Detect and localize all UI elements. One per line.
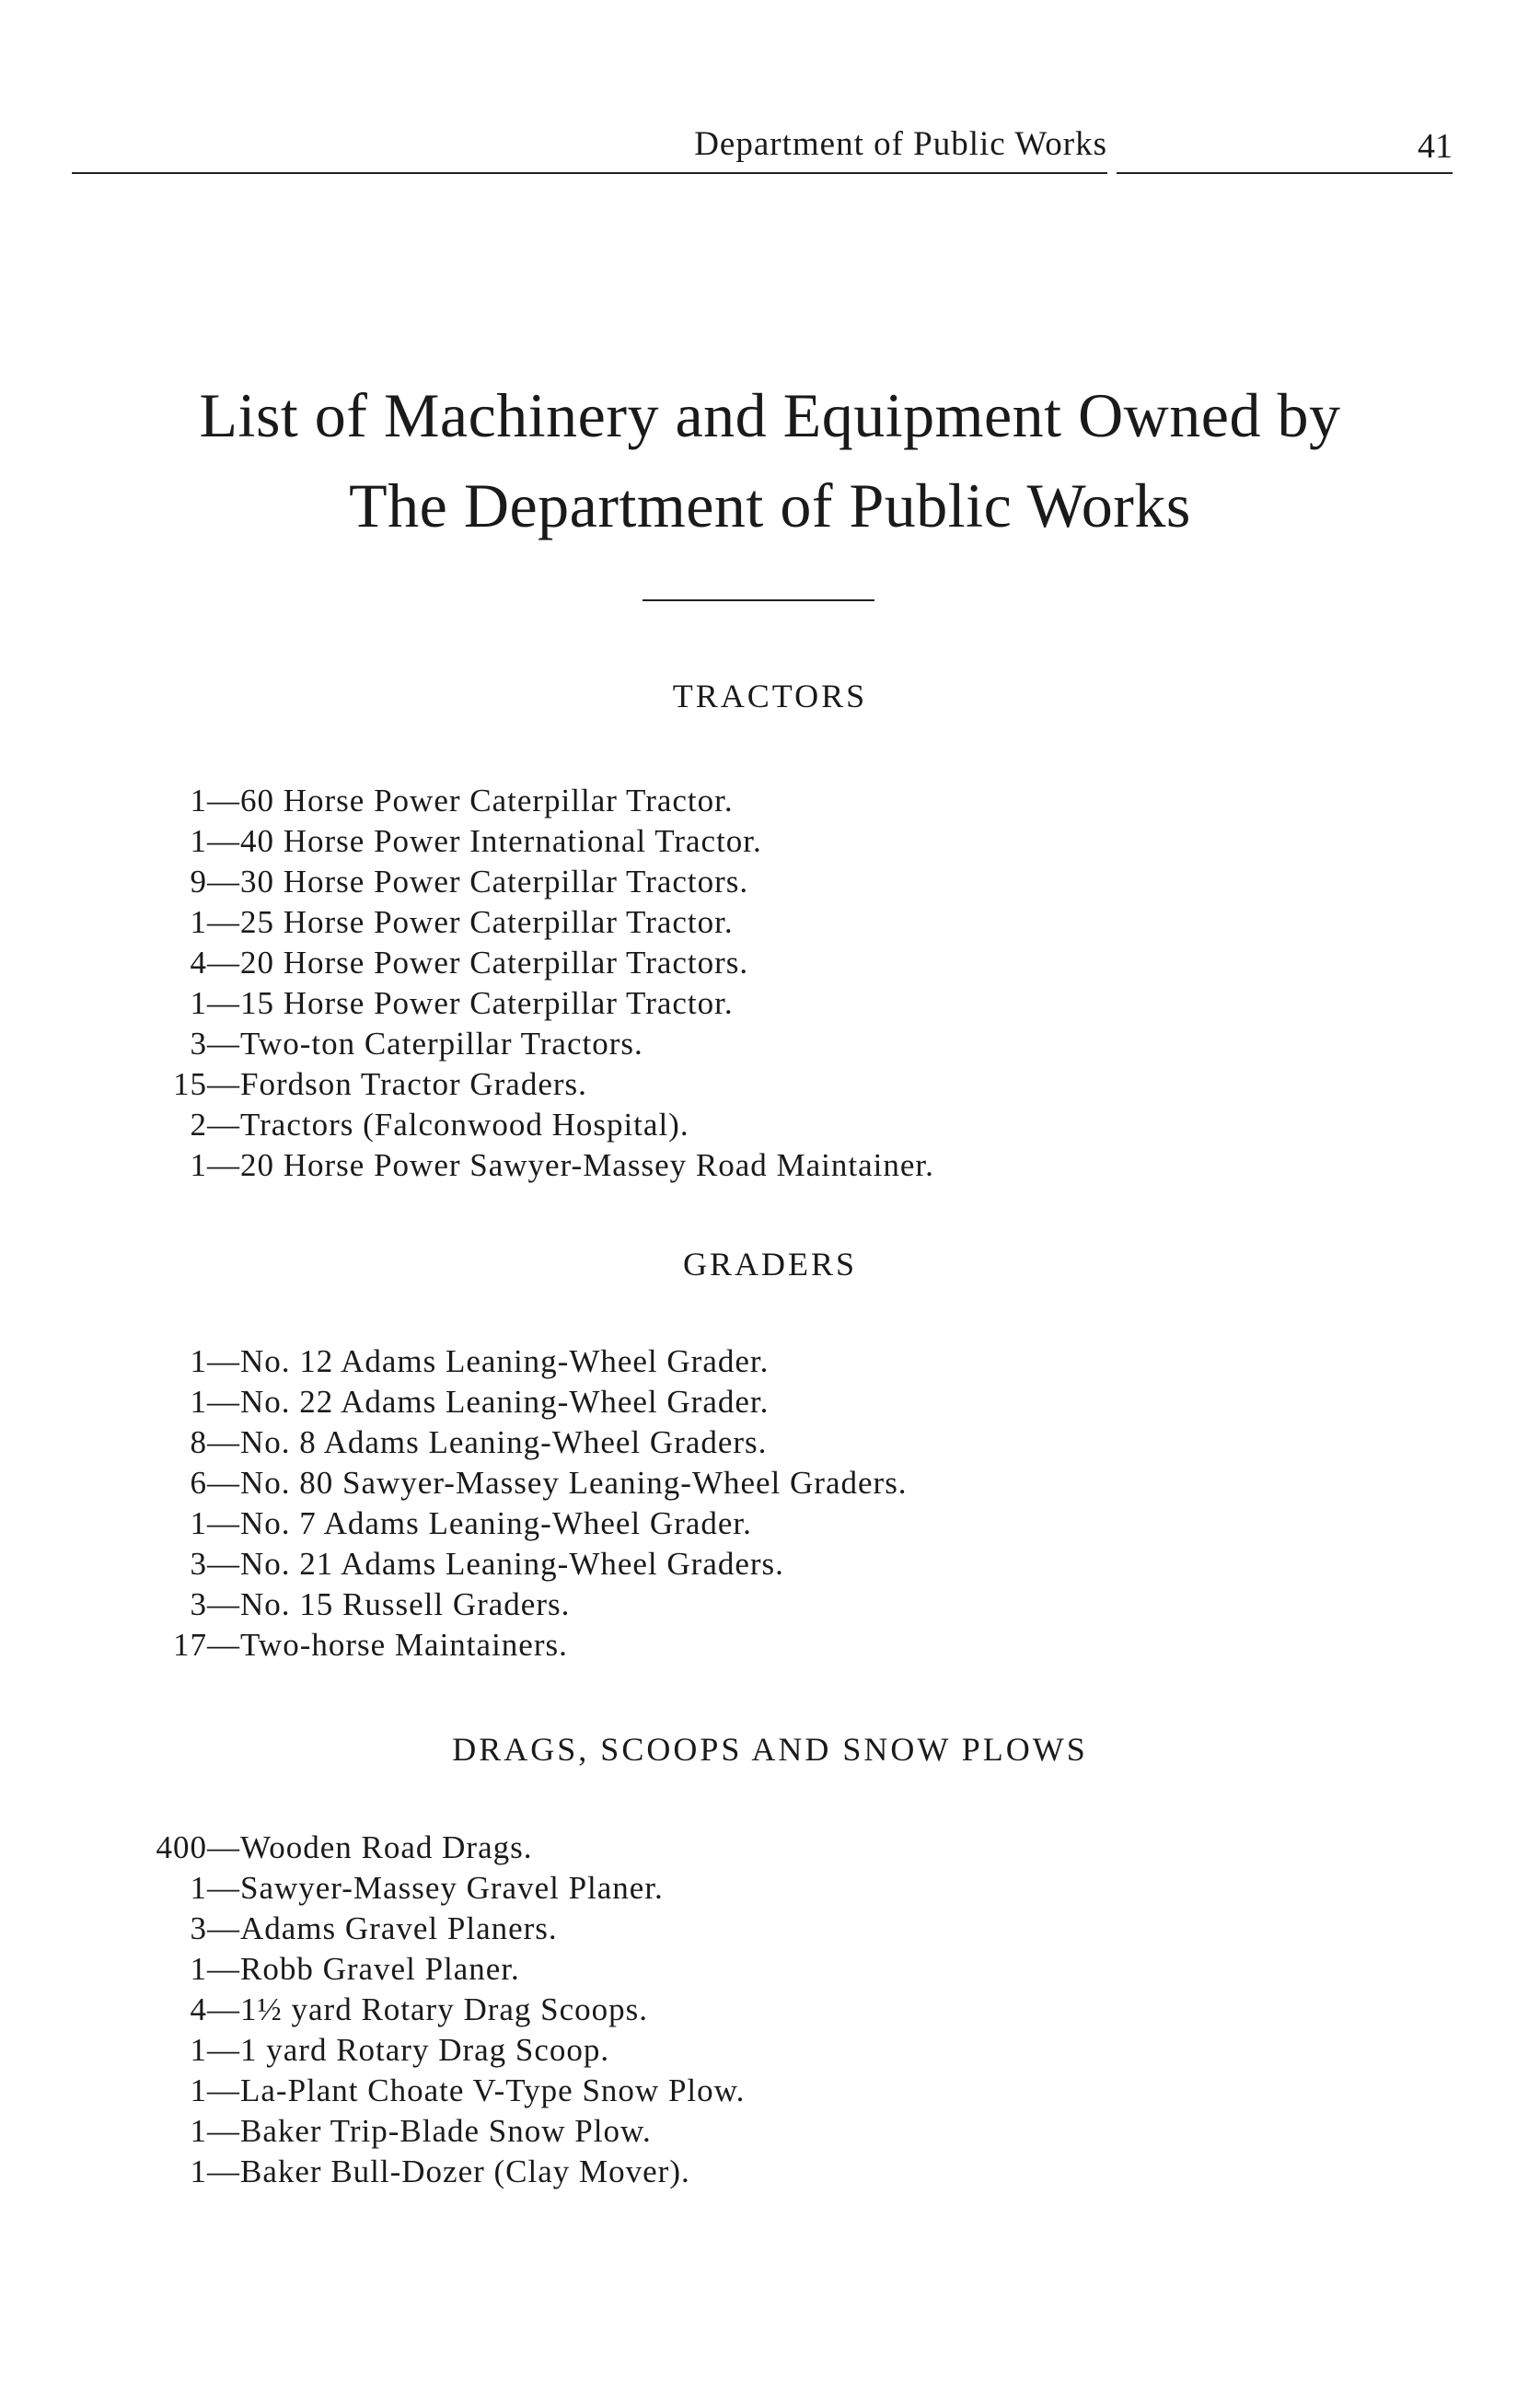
list-item xyxy=(0,1382,769,1422)
item-quantity: 4 xyxy=(190,1991,207,2027)
item-description: 20 Horse Power Sawyer-Massey Road Maintainer. xyxy=(240,1147,934,1183)
item-quantity: 1 xyxy=(190,2113,207,2149)
item-description: Robb Gravel Planer. xyxy=(240,1951,520,1987)
list-item xyxy=(0,1024,643,1064)
item-quantity: 3 xyxy=(190,1586,207,1622)
list-item xyxy=(0,1463,908,1503)
item-description: No. 7 Adams Leaning-Wheel Grader. xyxy=(240,1505,752,1541)
header-rule-left xyxy=(72,172,1107,174)
page-title-line-2: The Department of Public Works xyxy=(349,470,1191,540)
list-item xyxy=(0,1503,752,1544)
list-item xyxy=(0,983,734,1024)
item-description: 40 Horse Power International Tractor. xyxy=(240,823,762,859)
list-item xyxy=(0,1145,934,1186)
list-item xyxy=(0,781,734,821)
item-description: 1 yard Rotary Drag Scoop. xyxy=(240,2032,610,2068)
item-quantity: 6 xyxy=(190,1465,207,1501)
item-quantity: 8 xyxy=(190,1424,207,1460)
item-dash: — xyxy=(207,1107,240,1143)
item-description: No. 21 Adams Leaning-Wheel Graders. xyxy=(240,1546,784,1582)
list-item xyxy=(0,943,748,983)
item-dash: — xyxy=(207,1343,240,1379)
item-quantity: 3 xyxy=(190,1910,207,1946)
item-dash: — xyxy=(207,1424,240,1460)
item-dash: — xyxy=(207,1627,240,1663)
item-dash: — xyxy=(207,2072,240,2108)
item-quantity: 1 xyxy=(190,985,207,1021)
page-title-line-1: List of Machinery and Equipment Owned by xyxy=(199,380,1341,450)
list-item xyxy=(0,2152,690,2192)
item-dash: — xyxy=(207,1829,240,1865)
item-description: No. 8 Adams Leaning-Wheel Graders. xyxy=(240,1424,768,1460)
item-description: No. 22 Adams Leaning-Wheel Grader. xyxy=(240,1384,770,1420)
list-item xyxy=(0,1625,568,1666)
item-quantity: 3 xyxy=(190,1546,207,1582)
list-item xyxy=(0,1909,558,1949)
item-dash: — xyxy=(207,864,240,900)
item-description: Wooden Road Drags. xyxy=(240,1829,533,1865)
item-quantity: 4 xyxy=(190,945,207,981)
item-dash: — xyxy=(207,1910,240,1946)
list-item xyxy=(0,1585,570,1625)
item-dash: — xyxy=(207,945,240,981)
item-quantity: 1 xyxy=(190,2072,207,2108)
item-dash: — xyxy=(207,823,240,859)
item-dash: — xyxy=(207,783,240,818)
list-item xyxy=(0,1949,520,1990)
item-quantity: 400 xyxy=(156,1829,207,1865)
section-heading-graders: GRADERS xyxy=(682,1246,858,1283)
section-heading-tractors: TRACTORS xyxy=(672,678,868,714)
item-description: Two-horse Maintainers. xyxy=(240,1627,568,1663)
item-dash: — xyxy=(207,1505,240,1541)
item-quantity: 1 xyxy=(190,823,207,859)
item-description: 1½ yard Rotary Drag Scoops. xyxy=(240,1991,649,2027)
item-quantity: 1 xyxy=(190,783,207,818)
item-dash: — xyxy=(207,1147,240,1183)
item-quantity: 9 xyxy=(190,864,207,900)
item-quantity: 1 xyxy=(190,1505,207,1541)
item-dash: — xyxy=(207,985,240,1021)
item-description: Fordson Tractor Graders. xyxy=(240,1066,587,1102)
item-dash: — xyxy=(207,904,240,940)
list-item xyxy=(0,1990,648,2030)
list-item xyxy=(0,1828,532,1868)
item-description: Two-ton Caterpillar Tractors. xyxy=(240,1026,643,1062)
section-heading-drags-scoops-snow-plows: DRAGS, SCOOPS AND SNOW PLOWS xyxy=(452,1731,1088,1768)
item-quantity: 1 xyxy=(190,1951,207,1987)
item-quantity: 17 xyxy=(173,1627,207,1663)
item-quantity: 1 xyxy=(190,904,207,940)
item-description: 20 Horse Power Caterpillar Tractors. xyxy=(240,945,749,981)
item-description: 15 Horse Power Caterpillar Tractor. xyxy=(240,985,734,1021)
item-dash: — xyxy=(207,1870,240,1906)
item-quantity: 15 xyxy=(173,1066,207,1102)
title-divider xyxy=(643,599,874,601)
item-quantity: 3 xyxy=(190,1026,207,1062)
item-dash: — xyxy=(207,1586,240,1622)
item-dash: — xyxy=(207,2153,240,2189)
item-description: Sawyer-Massey Gravel Planer. xyxy=(240,1870,664,1906)
item-dash: — xyxy=(207,1546,240,1582)
item-description: No. 80 Sawyer-Massey Leaning-Wheel Graders. xyxy=(240,1465,908,1501)
running-header xyxy=(72,115,1453,180)
list-item xyxy=(0,2030,609,2071)
running-title: Department of Public Works xyxy=(694,125,1107,163)
list-item xyxy=(0,902,734,943)
item-quantity: 1 xyxy=(190,1870,207,1906)
list-item xyxy=(0,1064,587,1105)
item-description: La-Plant Choate V-Type Snow Plow. xyxy=(240,2072,746,2108)
item-description: Baker Trip-Blade Snow Plow. xyxy=(240,2113,652,2149)
item-description: No. 15 Russell Graders. xyxy=(240,1586,571,1622)
list-item xyxy=(0,862,748,902)
item-description: 60 Horse Power Caterpillar Tractor. xyxy=(240,783,734,818)
item-quantity: 1 xyxy=(190,2032,207,2068)
list-item xyxy=(0,1422,767,1463)
item-description: 25 Horse Power Caterpillar Tractor. xyxy=(240,904,734,940)
list-item xyxy=(0,1868,664,1909)
item-description: Baker Bull-Dozer (Clay Mover). xyxy=(240,2153,690,2189)
item-description: 30 Horse Power Caterpillar Tractors. xyxy=(240,864,749,900)
list-item xyxy=(0,1341,769,1382)
item-dash: — xyxy=(207,1991,240,2027)
item-quantity: 1 xyxy=(190,1343,207,1379)
item-dash: — xyxy=(207,2032,240,2068)
item-quantity: 1 xyxy=(190,1147,207,1183)
item-dash: — xyxy=(207,1951,240,1987)
list-item xyxy=(0,821,762,862)
list-item xyxy=(0,2071,745,2111)
item-description: Tractors (Falconwood Hospital). xyxy=(240,1107,689,1143)
item-dash: — xyxy=(207,1026,240,1062)
item-dash: — xyxy=(207,1066,240,1102)
item-description: Adams Gravel Planers. xyxy=(240,1910,558,1946)
header-rule-right xyxy=(1117,172,1453,174)
list-item xyxy=(0,2111,652,2152)
item-description: No. 12 Adams Leaning-Wheel Grader. xyxy=(240,1343,770,1379)
list-item xyxy=(0,1105,689,1145)
item-dash: — xyxy=(207,2113,240,2149)
item-dash: — xyxy=(207,1465,240,1501)
item-quantity: 1 xyxy=(190,1384,207,1420)
page-number: 41 xyxy=(1418,127,1453,166)
item-quantity: 1 xyxy=(190,2153,207,2189)
item-dash: — xyxy=(207,1384,240,1420)
item-quantity: 2 xyxy=(190,1107,207,1143)
list-item xyxy=(0,1544,784,1585)
